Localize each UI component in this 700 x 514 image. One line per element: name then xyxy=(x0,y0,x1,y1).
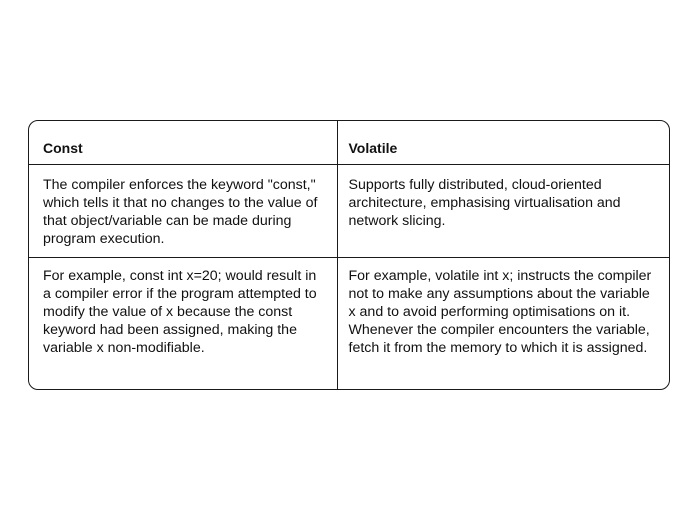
comparison-table xyxy=(28,120,670,390)
table-row xyxy=(29,257,669,389)
header-const: Const xyxy=(29,121,337,164)
const-example-cell: For example, const int x=20; would result in a compiler error if the program attempted to modify the value of x because the const keyword had been assigned, making the variable x non-modifiable. xyxy=(29,257,337,389)
volatile-example-cell: For example, volatile int x; instructs the compiler not to make any assumptions about the variable x and to avoid performing optimisations on it. Whenever the compiler encounters the variable, fetch it from the memory to which it is assigned. xyxy=(348,267,652,356)
comparison-table-grid xyxy=(29,121,669,389)
volatile-description-cell: Supports fully distributed, cloud-oriented architecture, emphasising virtualisation and network slicing. xyxy=(337,164,669,257)
table-row xyxy=(29,164,669,257)
const-description-cell: The compiler enforces the keyword "const," which tells it that no changes to the value of that object/variable can be made during program execution. xyxy=(29,164,337,257)
table-header-row xyxy=(29,121,669,164)
header-volatile: Volatile xyxy=(337,121,669,164)
